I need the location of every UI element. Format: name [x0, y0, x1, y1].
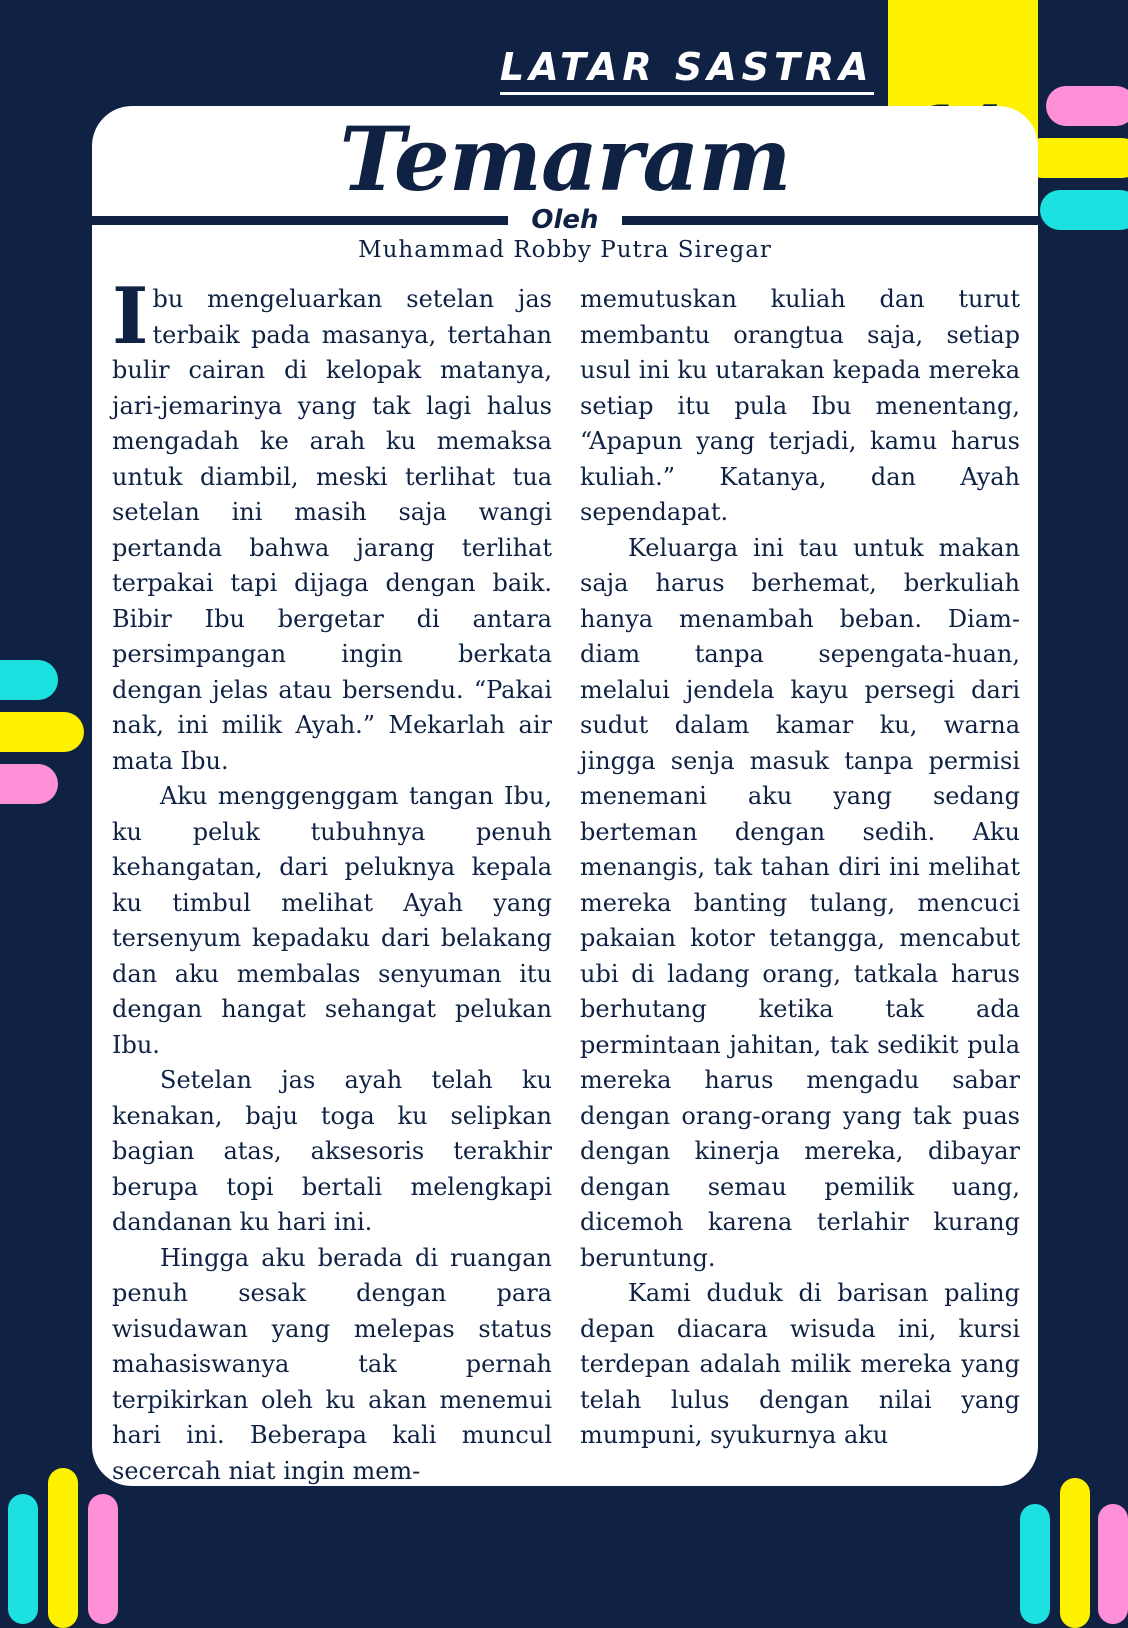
paragraph: Setelan jas ayah telah ku kenakan, baju toga ku selipkan bagian atas, aksesoris terakhir berupa topi bertali melengkapi dandanan ku hari ini. — [112, 1066, 552, 1236]
decor-bar-cyan-bottom-left — [8, 1494, 38, 1624]
decor-pill-yellow-left — [0, 712, 84, 752]
decor-bar-yellow-bottom-right — [1060, 1478, 1090, 1628]
paragraph: Aku menggenggam tangan Ibu, ku peluk tubuhnya penuh kehangatan, dari peluknya kepala ku timbul melihat Ayah yang tersenyum kepadaku dari belakang dan aku membalas senyuman itu dengan hangat sehangat pelukan Ibu. — [112, 782, 552, 1059]
decor-bar-pink-bottom-left — [88, 1494, 118, 1624]
section-title: LATAR SASTRA — [500, 44, 874, 95]
paragraph: Kami duduk di barisan paling depan diacara wisuda ini, kursi terdepan adalah milik mereka yang telah lulus dengan nilai yang mumpuni, syukurnya aku — [580, 1279, 1020, 1449]
decor-bar-pink-bottom-right — [1098, 1504, 1128, 1624]
decor-bar-cyan-bottom-right — [1020, 1504, 1050, 1624]
decor-pill-cyan-left — [0, 660, 58, 700]
decor-pill-pink — [1046, 86, 1128, 126]
paragraph-text: bu mengeluarkan setelan jas terbaik pada masanya, tertahan bulir cairan di kelopak matanya, jari-jemarinya yang tak lagi halus mengadah ke arah ku memaksa untuk diambil, meski terlihat tua setelan ini masih saja wangi pertanda bahwa jarang terlihat terpakai tapi dijaga dengan baik. Bibir Ibu bergetar di antara persimpangan ingin berkata dengan jelas atau bersendu. “Pakai nak, ini milik Ayah.” Mekarlah air mata Ibu. — [112, 285, 552, 775]
decor-bar-yellow-bottom-left — [48, 1468, 78, 1628]
decor-pill-pink-left — [0, 764, 58, 804]
right-column — [580, 282, 1020, 1454]
byline: Oleh — [531, 205, 599, 235]
paragraph: Keluarga ini tau untuk makan saja harus berhemat, berkuliah hanya menambah beban. Diam-diam tanpa sepengata-huan, melalui jendela kayu persegi dari sudut dalam kamar ku, warna jingga senja masuk tanpa permisi menemani aku yang sedang berteman dengan sedih. Aku menangis, tak tahan diri ini melihat mereka banting tulang, mencuci pakaian kotor tetangga, mencabut ubi di ladang orang, tatkala harus berhutang ketika tak ada permintaan jahitan, tak sedikit pula mereka harus mengadu sabar dengan orang-orang yang tak puas dengan kinerja mereka, dibayar dengan semau pemilik uang, dicemoh karena terlahir kurang beruntung. — [580, 533, 1020, 1272]
article-title: Temaram — [339, 107, 791, 211]
paragraph: Hingga aku berada di ruangan penuh sesak dengan para wisudawan yang melepas status mahasiswanya tak pernah terpikirkan oleh ku akan menemui hari ini. Beberapa kali muncul secercah niat ingin mem- — [112, 1243, 552, 1485]
author-name: Muhammad Robby Putra Siregar — [358, 237, 772, 263]
left-column — [112, 271, 552, 1489]
paragraph: memutuskan kuliah dan turut membantu orangtua saja, setiap usul ini ku utarakan kepada mereka setiap itu pula Ibu menentang, “Apapun yang terjadi, kamu harus kuliah.” Katanya, dan Ayah sependapat. — [580, 285, 1020, 526]
drop-cap: I — [112, 271, 149, 362]
decor-pill-cyan — [1040, 190, 1128, 230]
paragraph — [112, 271, 552, 779]
